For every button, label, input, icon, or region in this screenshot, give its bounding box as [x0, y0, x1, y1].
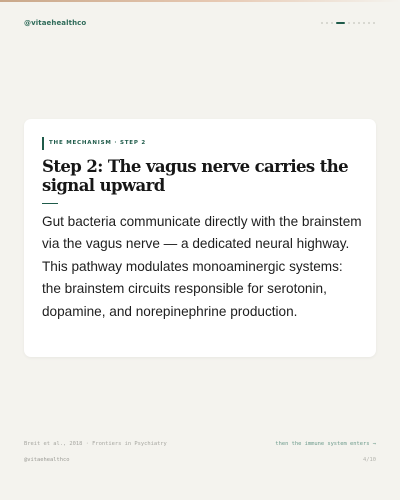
- title-divider: [42, 203, 58, 204]
- citation: Breit et al., 2018 · Frontiers in Psychiatry: [24, 441, 167, 447]
- footer-handle: @vitaehealthco: [24, 457, 70, 463]
- card-body: Gut bacteria communicate directly with the brainstem via the vagus nerve — a dedicated neural highway. This pathway modulates monoaminergic systems: the brainstem circuits responsible for serotonin, dopamine, and norepinephrine production.: [42, 214, 362, 319]
- section-eyebrow: THE MECHANISM · STEP 2: [42, 137, 146, 150]
- progress-dot: [368, 22, 370, 24]
- progress-dot: [358, 22, 360, 24]
- progress-dot: [373, 22, 375, 24]
- brand-handle: @vitaehealthco: [24, 19, 87, 27]
- top-accent-bar: [0, 0, 400, 2]
- page-number: 4/10: [363, 457, 376, 463]
- progress-dot: [363, 22, 365, 24]
- progress-dot: [331, 22, 333, 24]
- next-slide-hint[interactable]: then the immune system enters →: [275, 441, 376, 447]
- content-card: [24, 119, 376, 357]
- progress-dot: [321, 22, 323, 24]
- card-title: Step 2: The vagus nerve carries the signal upward: [42, 157, 349, 195]
- progress-dot: [348, 22, 350, 24]
- progress-dot: [353, 22, 355, 24]
- progress-dot: [326, 22, 328, 24]
- progress-indicator: [321, 22, 375, 24]
- progress-dot-active: [336, 22, 345, 24]
